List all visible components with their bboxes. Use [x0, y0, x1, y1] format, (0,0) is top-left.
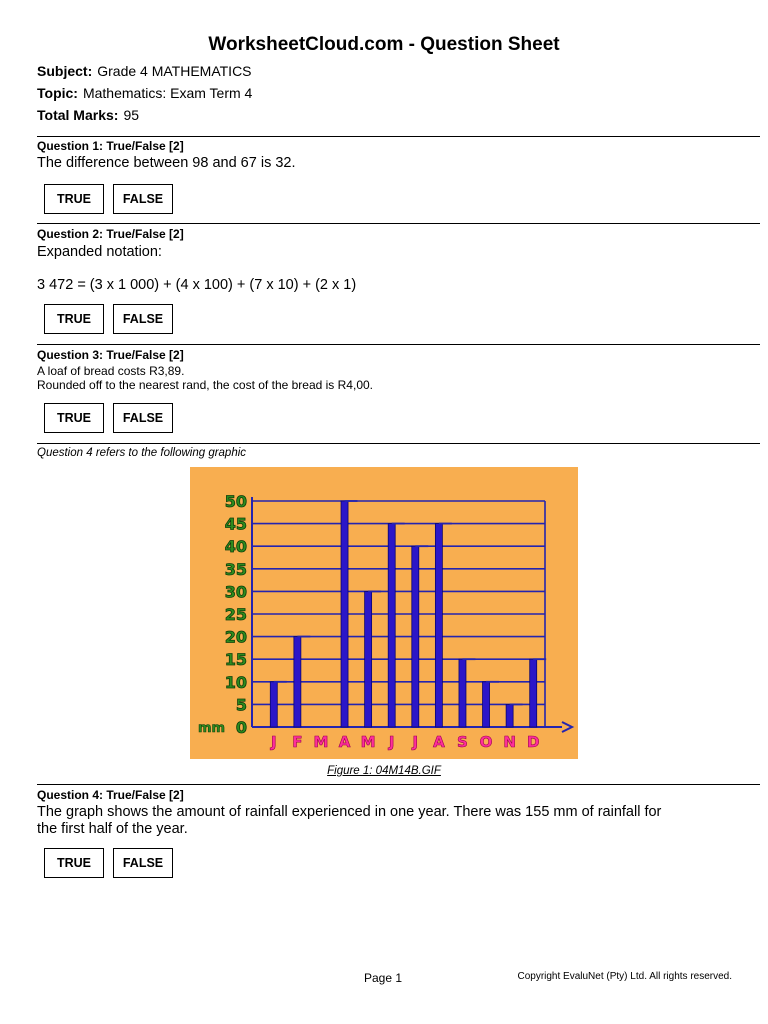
q2-line1: Expanded notation: [37, 244, 162, 260]
bar [388, 524, 395, 727]
subject-row [37, 63, 252, 79]
x-tick-label: J [412, 733, 419, 751]
q4-true-button[interactable]: TRUE [44, 848, 104, 878]
q4-intro: Question 4 refers to the following graphic [37, 447, 247, 459]
figure-caption: Figure 1: 04M14B.GIF [327, 765, 441, 777]
y-tick-label: 5 [235, 695, 247, 715]
q2-heading: Question 2: True/False [2] [37, 227, 184, 241]
rainfall-chart [190, 467, 578, 759]
bar [294, 637, 301, 727]
topic-row [37, 85, 252, 101]
q4-false-button[interactable]: FALSE [113, 848, 173, 878]
y-tick-label: 45 [224, 514, 247, 534]
q2-false-button[interactable]: FALSE [113, 304, 173, 334]
y-axis-label: mm [198, 721, 226, 736]
page-title: WorksheetCloud.com - Question Sheet [208, 34, 560, 55]
copyright: Copyright EvaluNet (Pty) Ltd. All rights reserved. [517, 971, 732, 982]
chart-background [190, 467, 578, 759]
total-marks-label: Total Marks: [37, 107, 119, 123]
q1-heading: Question 1: True/False [2] [37, 139, 184, 153]
y-tick-label: 25 [224, 605, 247, 624]
x-tick-label: F [292, 733, 303, 751]
x-tick-label: J [270, 733, 277, 751]
q4-line2: the first half of the year. [37, 821, 188, 837]
bar [341, 501, 348, 727]
y-tick-label: 50 [224, 492, 247, 511]
q3-false-button[interactable]: FALSE [113, 403, 173, 433]
divider [37, 136, 760, 137]
bar [435, 524, 442, 727]
q1-text: The difference between 98 and 67 is 32. [37, 155, 296, 171]
q2-line2: 3 472 = (3 x 1 000) + (4 x 100) + (7 x 10) + (2 x 1) [37, 277, 357, 293]
bar [270, 682, 277, 727]
bar [530, 659, 537, 727]
y-tick-label: 20 [224, 627, 247, 647]
bar [459, 659, 466, 727]
q1-true-button[interactable]: TRUE [44, 184, 104, 214]
y-tick-label: 0 [235, 718, 247, 737]
topic-label: Topic: [37, 85, 78, 101]
y-tick-label: 40 [224, 537, 247, 557]
topic-value: Mathematics: Exam Term 4 [82, 85, 253, 101]
x-tick-label: N [503, 733, 516, 751]
q2-true-button[interactable]: TRUE [44, 304, 104, 334]
x-tick-label: D [526, 733, 540, 751]
divider [37, 784, 760, 785]
x-tick-label: M [313, 733, 329, 751]
y-tick-label: 15 [224, 650, 247, 670]
bar [365, 591, 372, 727]
q4-heading: Question 4: True/False [2] [37, 788, 184, 802]
subject-label: Subject: [37, 63, 93, 79]
page-number: Page 1 [364, 971, 403, 985]
total-marks-row [37, 107, 139, 123]
q3-line1: A loaf of bread costs R3,89. [37, 364, 185, 378]
q1-false-button[interactable]: FALSE [113, 184, 173, 214]
q3-line2: Rounded off to the nearest rand, the cost of the bread is R4,00. [37, 378, 373, 392]
total-marks-value: 95 [123, 107, 140, 123]
x-tick-label: S [457, 733, 468, 751]
y-tick-label: 30 [224, 582, 247, 602]
bar [483, 682, 490, 727]
y-tick-label: 35 [224, 559, 247, 579]
q3-heading: Question 3: True/False [2] [37, 348, 184, 362]
bar [506, 704, 513, 727]
y-tick-label: 10 [224, 672, 247, 692]
bar [412, 546, 419, 727]
x-tick-label: J [388, 733, 395, 751]
x-tick-label: M [360, 733, 376, 751]
divider [37, 344, 760, 345]
x-tick-label: O [479, 733, 493, 751]
divider [37, 443, 760, 444]
x-tick-label: A [338, 733, 351, 751]
x-tick-label: A [433, 733, 445, 751]
q4-line1: The graph shows the amount of rainfall experienced in one year. There was 155 mm of rainfall for [37, 804, 662, 820]
subject-value: Grade 4 MATHEMATICS [97, 63, 252, 79]
divider [37, 223, 760, 224]
q3-true-button[interactable]: TRUE [44, 403, 104, 433]
